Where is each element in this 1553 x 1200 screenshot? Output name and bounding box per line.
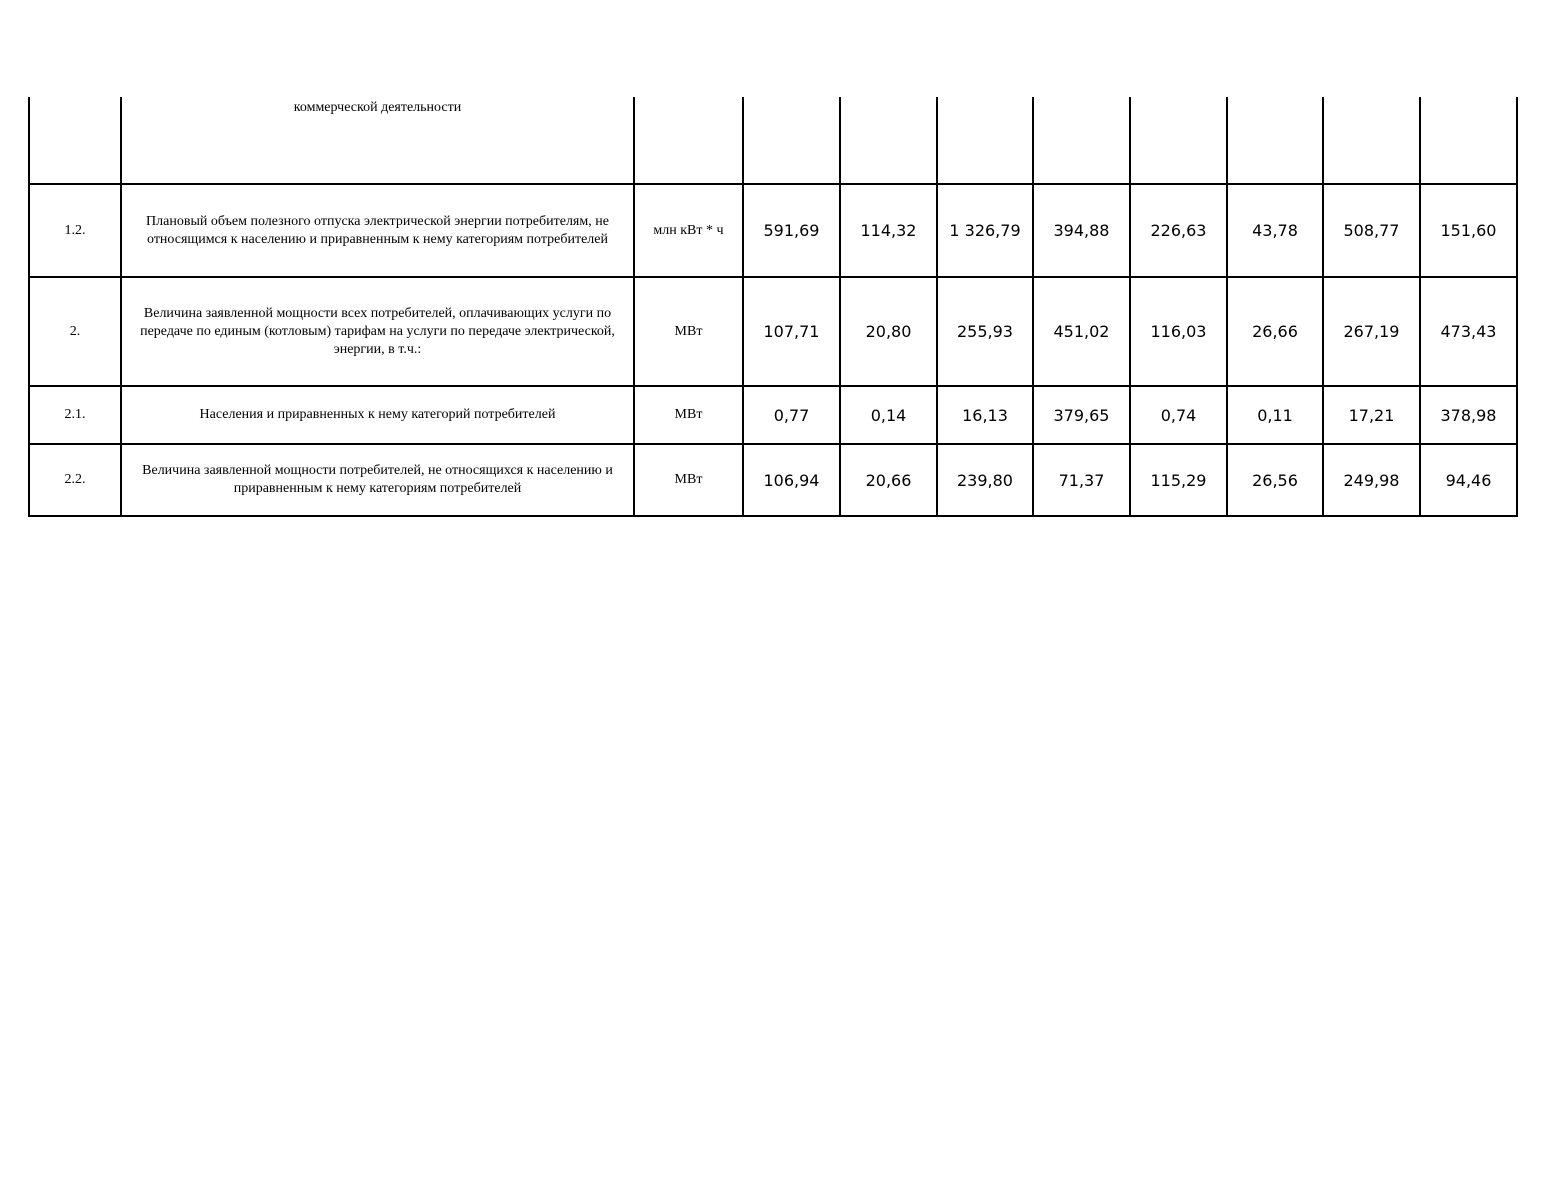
row-number: 2.1. <box>29 386 121 444</box>
table-row <box>29 444 1517 516</box>
row-number: 1.2. <box>29 184 121 277</box>
row-unit: МВт <box>634 277 743 386</box>
value-cell: 249,98 <box>1323 444 1420 516</box>
value-cell: 226,63 <box>1130 184 1227 277</box>
value-cell: 114,32 <box>840 184 937 277</box>
row-name: коммерческой деятельности <box>121 97 634 184</box>
value-cell: 0,11 <box>1227 386 1323 444</box>
value-cell: 378,98 <box>1420 386 1517 444</box>
value-cell: 451,02 <box>1033 277 1130 386</box>
value-cell: 394,88 <box>1033 184 1130 277</box>
value-cell: 43,78 <box>1227 184 1323 277</box>
row-unit: млн кВт * ч <box>634 184 743 277</box>
row-name: Населения и приравненных к нему категорий потребителей <box>121 386 634 444</box>
row-number: 2.2. <box>29 444 121 516</box>
value-cell: 239,80 <box>937 444 1033 516</box>
value-cell: 26,66 <box>1227 277 1323 386</box>
value-cell: 591,69 <box>743 184 840 277</box>
value-cell: 17,21 <box>1323 386 1420 444</box>
row-number: 2. <box>29 277 121 386</box>
row-unit: МВт <box>634 386 743 444</box>
row-unit: МВт <box>634 444 743 516</box>
value-cell: 16,13 <box>937 386 1033 444</box>
value-cell: 26,56 <box>1227 444 1323 516</box>
value-cell: 1 326,79 <box>937 184 1033 277</box>
row-name: Величина заявленной мощности потребителей, не относящихся к населению и приравненным к нему категориям потребителей <box>121 444 634 516</box>
value-cell: 116,03 <box>1130 277 1227 386</box>
row-unit <box>634 97 743 184</box>
value-cell <box>937 97 1033 184</box>
value-cell: 508,77 <box>1323 184 1420 277</box>
value-cell: 151,60 <box>1420 184 1517 277</box>
value-cell: 106,94 <box>743 444 840 516</box>
value-cell: 267,19 <box>1323 277 1420 386</box>
value-cell <box>743 97 840 184</box>
value-cell <box>1323 97 1420 184</box>
table-row <box>29 97 1517 184</box>
value-cell: 473,43 <box>1420 277 1517 386</box>
value-cell <box>1227 97 1323 184</box>
value-cell: 71,37 <box>1033 444 1130 516</box>
table-row <box>29 184 1517 277</box>
value-cell: 0,14 <box>840 386 937 444</box>
value-cell: 115,29 <box>1130 444 1227 516</box>
value-cell: 255,93 <box>937 277 1033 386</box>
value-cell <box>1420 97 1517 184</box>
value-cell: 94,46 <box>1420 444 1517 516</box>
tariff-data-table <box>28 97 1518 517</box>
table-row <box>29 277 1517 386</box>
value-cell <box>1130 97 1227 184</box>
value-cell: 0,77 <box>743 386 840 444</box>
value-cell: 20,80 <box>840 277 937 386</box>
value-cell: 20,66 <box>840 444 937 516</box>
value-cell <box>1033 97 1130 184</box>
value-cell: 107,71 <box>743 277 840 386</box>
table-row <box>29 386 1517 444</box>
row-name: Величина заявленной мощности всех потребителей, оплачивающих услуги по передаче по единым (котловым) тарифам на услуги по передаче электрической, энергии, в т.ч.: <box>121 277 634 386</box>
value-cell <box>840 97 937 184</box>
row-number <box>29 97 121 184</box>
value-cell: 379,65 <box>1033 386 1130 444</box>
row-name: Плановый объем полезного отпуска электрической энергии потребителям, не относящимся к населению и приравненным к нему категориям потребителей <box>121 184 634 277</box>
value-cell: 0,74 <box>1130 386 1227 444</box>
